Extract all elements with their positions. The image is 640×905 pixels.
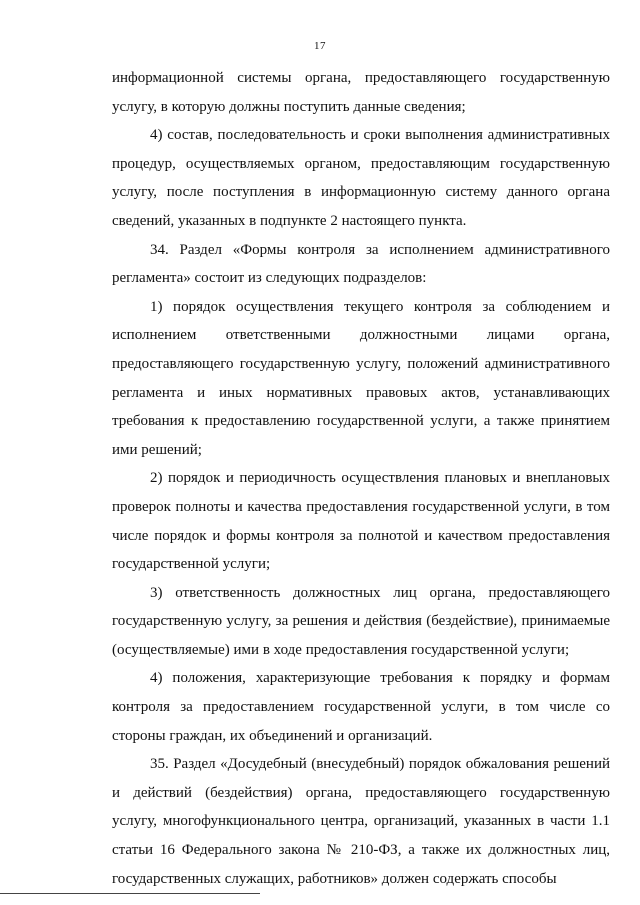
document-body — [112, 64, 610, 893]
paragraph-section-35: 35. Раздел «Досудебный (внесудебный) порядок обжалования решений и действий (бездействия) органа, предоставляющего государственную услугу, многофункционального центра, организаций, указанных в части 1.1 статьи 16 Федерального закона № 210-ФЗ, а также их должностных лиц, государственных служащих, работников» должен содержать способы — [112, 756, 610, 887]
paragraph-continuation: информационной системы органа, предоставляющего государственную услугу, в которую должны поступить данные сведения; — [112, 70, 610, 115]
paragraph-subsection-1: 1) порядок осуществления текущего контроля за соблюдением и исполнением ответственными должностными лицами органа, предоставляющего государственную услугу, положений административного регламента и иных нормативных правовых актов, устанавливающих требования к предоставлению государственной услуги, а также принятием ими решений; — [112, 298, 610, 458]
paragraph-subsection-2: 2) порядок и периодичность осуществления плановых и внеплановых проверок полноты и качества предоставления государственной услуги, в том числе порядок и формы контроля за полнотой и качеством предоставления государственной услуги; — [112, 470, 610, 573]
paragraph-section-34: 34. Раздел «Формы контроля за исполнением административного регламента» состоит из следующих подразделов: — [112, 241, 610, 287]
paragraph-item-4: 4) состав, последовательность и сроки выполнения административных процедур, осуществляемых органом, предоставляющим государственную услугу, после поступления в информационную систему данного органа сведений, указанных в подпункте 2 настоящего пункта. — [112, 127, 610, 229]
page-number: 17 — [314, 40, 326, 52]
paragraph-subsection-4: 4) положения, характеризующие требования к порядку и формам контроля за предоставлением государственной услуги, в том числе со стороны граждан, их объединений и организаций. — [112, 670, 610, 744]
footer-rule — [0, 893, 260, 894]
paragraph-subsection-3: 3) ответственность должностных лиц органа, предоставляющего государственную услугу, за решения и действия (бездействие), принимаемые (осуществляемые) ими в ходе предоставления государственной услуги; — [112, 584, 610, 658]
